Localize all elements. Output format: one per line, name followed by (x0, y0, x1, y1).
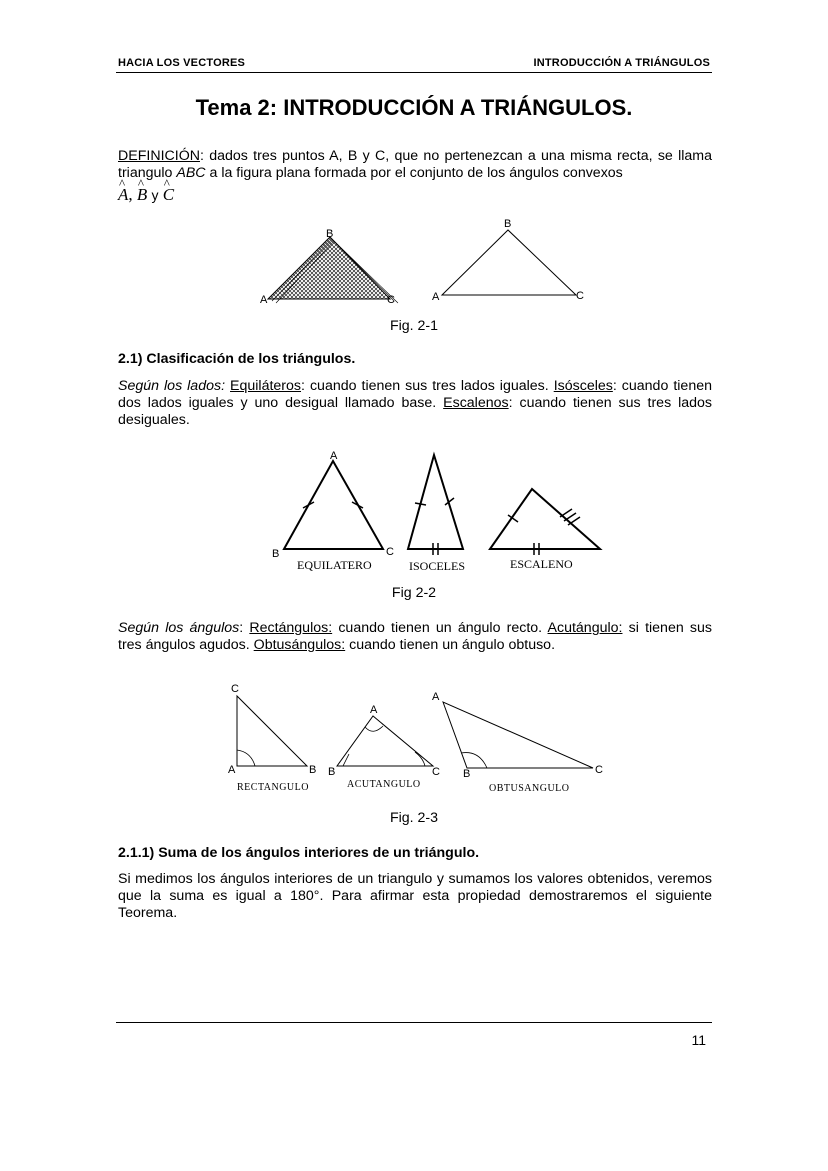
fig3-acut-label-c: C (432, 766, 440, 778)
desc-obtusangulos: cuando tienen un ángulo obtuso. (345, 637, 556, 653)
fig1-left-label-a: A (260, 294, 268, 306)
figure-2-3 (225, 680, 615, 800)
term-obtusangulos: Obtusángulos: (253, 637, 346, 653)
fig3-obtu-label-c: C (595, 764, 603, 776)
scalene-triangle (490, 489, 600, 555)
outline-triangle (442, 230, 576, 295)
fig3-acut-label-b: B (328, 766, 336, 778)
fig3-obtu-label-b: B (463, 768, 471, 780)
desc-acutangulo: si tienen sus tres ángulos agudos. (118, 620, 712, 653)
classification-sides-paragraph (118, 378, 712, 429)
running-header-left: HACIA LOS VECTORES (118, 57, 246, 69)
desc-equilateros: : cuando tienen sus tres lados iguales. (301, 378, 554, 394)
fig1-left-label-b: B (326, 228, 334, 240)
isosceles-triangle (408, 455, 463, 555)
angle-a-symbol: ^ A (118, 185, 128, 205)
obtuse-triangle (443, 702, 593, 768)
fig-2-1-caption: Fig. 2-1 (389, 318, 439, 334)
angles-colon: : (239, 620, 250, 636)
definition-abc: ABC (176, 165, 206, 181)
definition-term: DEFINICIÓN (118, 148, 200, 164)
term-isosceles: Isósceles (553, 378, 613, 394)
desc-rectangulos: cuando tienen un ángulo recto. (332, 620, 548, 636)
angle-conjunction: y (151, 187, 159, 203)
section-heading-2-1: 2.1) Clasificación de los triángulos. (118, 351, 356, 367)
angle-b-symbol: ^ B (137, 185, 147, 205)
figure-2-1 (250, 215, 610, 310)
header-rule (116, 72, 712, 73)
fig3-rect-label-b: B (309, 764, 317, 776)
angle-notation (118, 185, 174, 205)
label-obtusangulo: OBTUSANGULO (489, 783, 570, 794)
chapter-title: Tema 2: INTRODUCCIÓN A TRIÁNGULOS. (195, 95, 633, 120)
angle-c-symbol: ^ C (163, 185, 174, 205)
definition-text-1: : dados tres puntos A, B y C, que no pertenezcan a una misma recta, se llama triangulo (118, 148, 712, 181)
label-rectangulo: RECTANGULO (237, 782, 309, 793)
angle-separator: , (128, 185, 137, 204)
footer-rule (116, 1022, 712, 1023)
fig1-right-label-c: C (576, 290, 584, 302)
label-acutangulo: ACUTANGULO (347, 779, 421, 790)
fig2-label-b: B (272, 548, 280, 560)
term-rectangulos: Rectángulos: (249, 620, 333, 636)
fig2-label-c: C (386, 546, 394, 558)
fig3-obtu-label-a: A (432, 691, 440, 703)
desc-escalenos: : cuando tienen sus tres lados desiguales. (118, 395, 713, 428)
running-header-right: INTRODUCCIÓN A TRIÁNGULOS (533, 57, 710, 69)
angles-lead: Según los ángulos (118, 620, 240, 636)
hatched-triangle (268, 237, 398, 303)
section-heading-2-1-1: 2.1.1) Suma de los ángulos interiores de un triángulo. (118, 845, 480, 861)
fig-2-3-caption: Fig. 2-3 (389, 810, 439, 826)
right-triangle (237, 696, 307, 766)
page-number: 11 (691, 1032, 706, 1048)
fig-2-2-caption: Fig 2-2 (391, 585, 437, 601)
equilateral-triangle (284, 461, 383, 549)
fig3-acut-label-a: A (370, 704, 378, 716)
label-escaleno: ESCALENO (510, 557, 573, 571)
fig3-rect-label-c: C (231, 683, 239, 695)
definition-text-2: a la figura plana formada por el conjunto de los ángulos convexos (205, 165, 623, 181)
definition-paragraph (118, 148, 712, 182)
fig3-rect-label-a: A (228, 764, 236, 776)
term-equilateros: Equiláteros (230, 378, 302, 394)
angle-sum-paragraph: Si medimos los ángulos interiores de un triangulo y sumamos los valores obtenidos, veremos que la suma es igual a 180°. Para afirmar esta propiedad demostraremos el siguiente Teorema. (118, 871, 712, 921)
figure-2-2 (268, 445, 608, 575)
fig1-left-label-c: C (387, 294, 395, 306)
fig2-label-a: A (330, 450, 338, 462)
term-escalenos: Escalenos (443, 395, 509, 411)
acute-triangle (337, 716, 433, 766)
sides-lead: Según los lados: (118, 378, 226, 394)
label-equilatero: EQUILATERO (297, 558, 372, 572)
desc-isosceles: : cuando tienen dos lados iguales y uno desigual llamado base. (118, 378, 712, 411)
classification-angles-paragraph (118, 620, 712, 654)
fig1-right-label-b: B (504, 218, 512, 230)
label-isosceles: ISOCELES (409, 559, 466, 573)
term-acutangulo: Acutángulo: (547, 620, 623, 636)
fig1-right-label-a: A (432, 291, 440, 303)
